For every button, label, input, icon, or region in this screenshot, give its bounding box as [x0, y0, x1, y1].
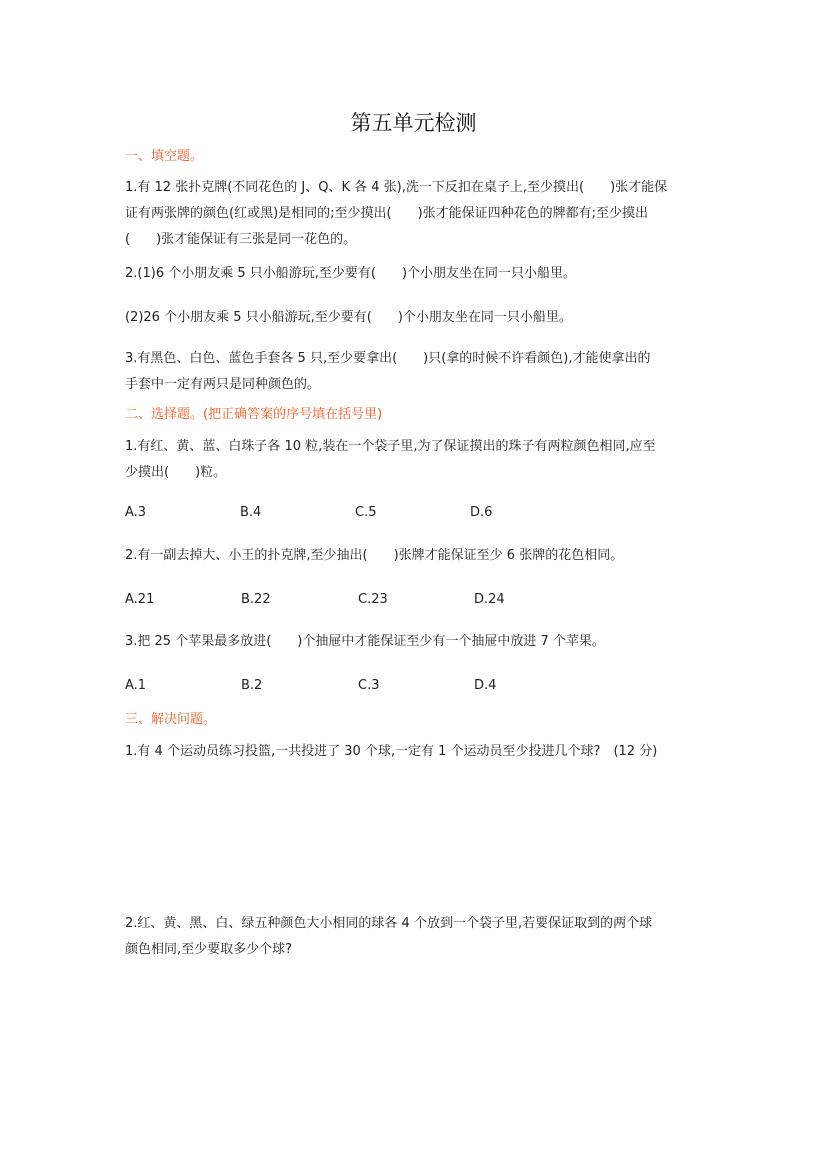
question-3-2 — [125, 911, 705, 963]
question-text-line: 1.有 4 个运动员练习投篮,一共投进了 30 个球,一定有 1 个运动员至少投进几个球? (12 分) — [125, 744, 658, 759]
question-text-line: 颜色相同,至少要取多少个球? — [125, 942, 293, 957]
option-a: A.1 — [125, 678, 147, 693]
question-text-line: (2)26 个小朋友乘 5 只小船游玩,至少要有( )个小朋友坐在同一只小船里。 — [125, 310, 572, 325]
question-text-line: 3.有黑色、白色、蓝色手套各 5 只,至少要拿出( )只(拿的时候不许看颜色),才能使拿出的 — [125, 351, 651, 366]
question-text-line: 1.有 12 张扑克牌(不同花色的 J、Q、K 各 4 张),洗一下反扣在桌子上,至少摸出( )张才能保 — [125, 180, 668, 195]
question-text-line: 2.有一副去掉大、小王的扑克牌,至少抽出( )张牌才能保证至少 6 张牌的花色相同。 — [125, 548, 624, 563]
option-a: A.3 — [125, 505, 147, 520]
question-text-line: 少摸出( )粒。 — [125, 465, 227, 480]
option-d: D.4 — [474, 678, 497, 693]
option-d: D.6 — [470, 505, 493, 520]
option-b: B.2 — [241, 678, 263, 693]
question-text-line: 3.把 25 个苹果最多放进( )个抽屉中才能保证至少有一个抽屉中放进 7 个苹果。 — [125, 634, 605, 649]
option-a: A.21 — [125, 592, 155, 607]
question-1-3 — [125, 346, 705, 398]
question-text-line: 1.有红、黄、蓝、白珠子各 10 粒,装在一个袋子里,为了保证摸出的珠子有两粒颜色相同,应至 — [125, 439, 656, 454]
option-c: C.3 — [358, 678, 380, 693]
option-b: B.4 — [240, 505, 262, 520]
question-1-2a — [125, 261, 705, 287]
page-title: 第五单元检测 — [350, 111, 477, 135]
question-1-1 — [125, 175, 705, 253]
question-1-2b — [125, 305, 705, 331]
question-text-line: 手套中一定有两只是同种颜色的。 — [125, 377, 321, 392]
question-text-line: 2.红、黄、黑、白、绿五种颜色大小相同的球各 4 个放到一个袋子里,若要保证取到的两个球 — [125, 916, 653, 931]
question-2-1 — [125, 434, 705, 486]
section-heading-multiple-choice: 二、选择题。(把正确答案的序号填在括号里) — [125, 407, 383, 422]
option-c: C.23 — [358, 592, 388, 607]
section-heading-fill-in: 一、填空题。 — [125, 149, 204, 164]
option-d: D.24 — [474, 592, 505, 607]
option-b: B.22 — [241, 592, 271, 607]
question-text-line: ( )张才能保证有三张是同一花色的。 — [125, 232, 357, 247]
section-heading-problem-solving: 三、解决问题。 — [125, 712, 217, 727]
question-2-3 — [125, 629, 705, 655]
question-3-1 — [125, 739, 705, 765]
option-c: C.5 — [355, 505, 377, 520]
question-text-line: 2.(1)6 个小朋友乘 5 只小船游玩,至少要有( )个小朋友坐在同一只小船里。 — [125, 266, 577, 281]
question-2-2 — [125, 543, 705, 569]
question-text-line: 证有两张牌的颜色(红或黑)是相同的;至少摸出( )张才能保证四种花色的牌都有;至少摸出 — [125, 206, 649, 221]
